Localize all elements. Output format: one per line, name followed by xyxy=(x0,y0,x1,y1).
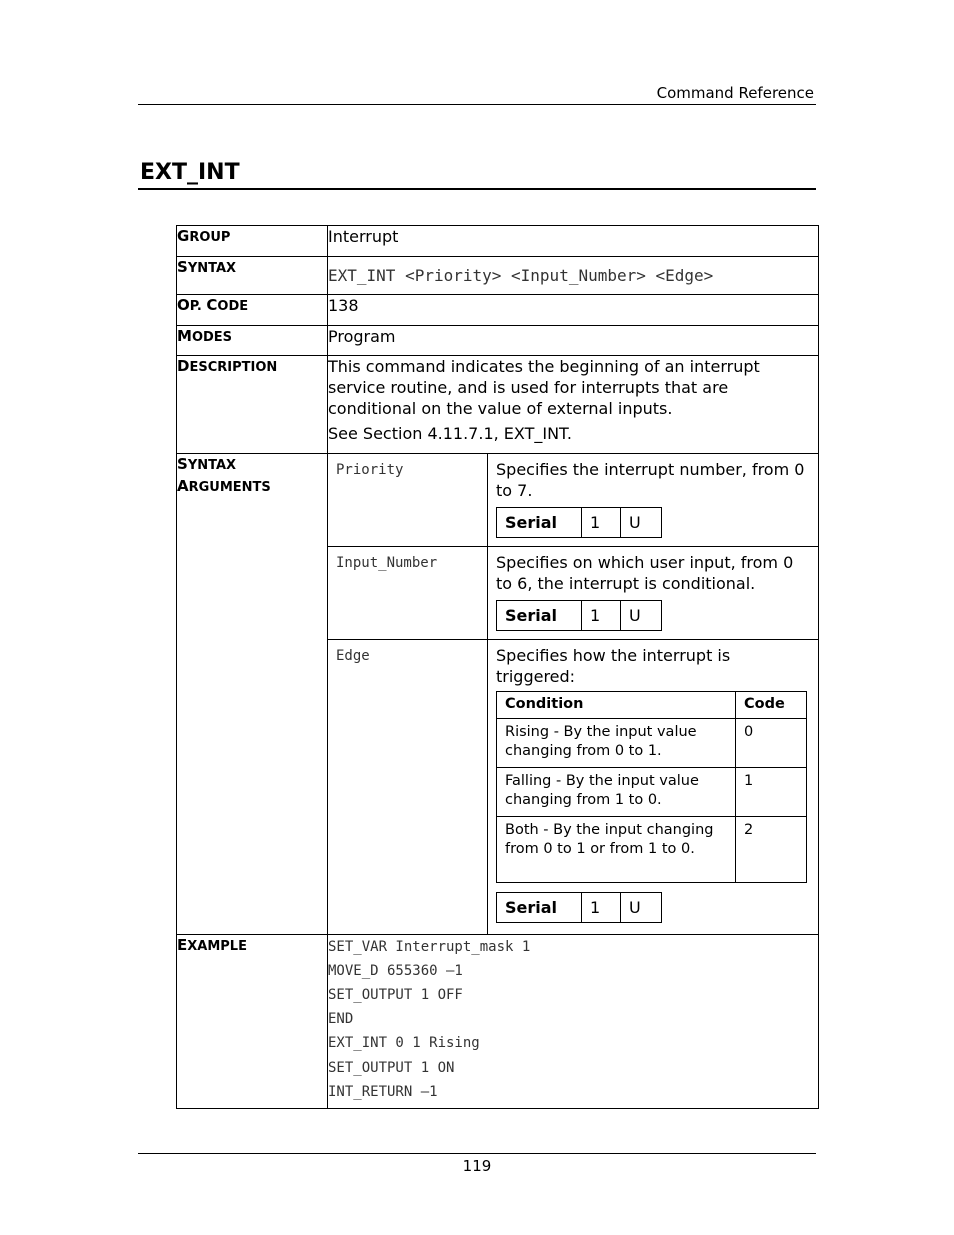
serial-count: 1 xyxy=(582,601,621,631)
serial-count: 1 xyxy=(582,893,621,923)
condition-text: Rising - By the input value changing from 0 to 1. xyxy=(497,719,736,768)
argument-row-input-number xyxy=(328,547,818,640)
title-rule xyxy=(138,188,816,190)
description-text: This command indicates the beginning of an interrupt service routine, and is used for interrupts that are conditional on the value of external inputs. xyxy=(328,357,760,418)
example-label: EXAMPLE xyxy=(177,934,328,1108)
serial-label: Serial xyxy=(497,893,582,923)
code-line: SET_OUTPUT 1 OFF xyxy=(328,986,463,1003)
condition-text: Both - By the input changing from 0 to 1 or from 1 to 0. xyxy=(497,817,736,883)
condition-table xyxy=(496,691,807,883)
group-value: Interrupt xyxy=(328,226,819,257)
code-line: MOVE_D 655360 –1 xyxy=(328,962,463,979)
syntax-value: EXT_INT <Priority> <Input_Number> <Edge> xyxy=(328,257,819,295)
argument-name: Edge xyxy=(328,640,488,934)
syntax-label: SYNTAX xyxy=(177,257,328,295)
argument-description-text: Specifies the interrupt number, from 0 to 7. xyxy=(496,460,805,500)
argument-row-edge xyxy=(328,640,818,934)
header-rule xyxy=(138,104,816,105)
serial-label: Serial xyxy=(497,601,582,631)
code-line: SET_VAR Interrupt_mask 1 xyxy=(328,938,531,955)
condition-header: Condition xyxy=(497,692,736,719)
condition-row xyxy=(497,719,807,768)
syntax-arguments-row xyxy=(177,454,819,935)
argument-description-text: Specifies how the interrupt is triggered: xyxy=(496,646,731,686)
syntax-arguments-label: SYNTAX ARGUMENTS xyxy=(177,454,328,935)
serial-type: U xyxy=(621,508,662,538)
group-label: GROUP xyxy=(177,226,328,257)
opcode-row xyxy=(177,295,819,326)
condition-code: 1 xyxy=(736,768,807,817)
command-table xyxy=(176,225,819,1109)
modes-label: MODES xyxy=(177,326,328,356)
description-label: DESCRIPTION xyxy=(177,356,328,454)
argument-name: Input_Number xyxy=(328,547,488,640)
running-header: Command Reference xyxy=(656,84,814,102)
argument-description-text: Specifies on which user input, from 0 to 6, the interrupt is conditional. xyxy=(496,553,794,593)
opcode-value: 138 xyxy=(328,295,819,326)
syntax-row xyxy=(177,257,819,295)
serial-table xyxy=(496,600,662,631)
group-row xyxy=(177,226,819,257)
argument-description xyxy=(488,454,819,547)
condition-row xyxy=(497,768,807,817)
footer-rule xyxy=(138,1153,816,1154)
serial-count: 1 xyxy=(582,508,621,538)
argument-description xyxy=(488,640,819,934)
command-title: EXT_INT xyxy=(140,160,240,185)
code-line: INT_RETURN –1 xyxy=(328,1083,438,1100)
condition-code: 0 xyxy=(736,719,807,768)
code-header: Code xyxy=(736,692,807,719)
argument-description xyxy=(488,547,819,640)
code-line: SET_OUTPUT 1 ON xyxy=(328,1059,455,1076)
description-row xyxy=(177,356,819,454)
serial-type: U xyxy=(621,893,662,923)
serial-table xyxy=(496,507,662,538)
code-line: EXT_INT 0 1 Rising xyxy=(328,1035,480,1052)
page-number: 119 xyxy=(462,1157,492,1175)
example-code xyxy=(328,934,819,1108)
modes-row xyxy=(177,326,819,356)
condition-text: Falling - By the input value changing from 1 to 0. xyxy=(497,768,736,817)
syntax-arguments-cell xyxy=(328,454,819,935)
serial-table xyxy=(496,892,662,923)
opcode-label: OP. CODE xyxy=(177,295,328,326)
condition-header-row xyxy=(497,692,807,719)
description-see-also: See Section 4.11.7.1, EXT_INT. xyxy=(328,424,572,443)
argument-name: Priority xyxy=(328,454,488,547)
example-row xyxy=(177,934,819,1108)
code-line: END xyxy=(328,1011,354,1028)
condition-row xyxy=(497,817,807,883)
condition-code: 2 xyxy=(736,817,807,883)
arguments-table xyxy=(328,454,818,934)
argument-row-priority xyxy=(328,454,818,547)
serial-label: Serial xyxy=(497,508,582,538)
serial-type: U xyxy=(621,601,662,631)
modes-value: Program xyxy=(328,326,819,356)
description-value xyxy=(328,356,819,454)
